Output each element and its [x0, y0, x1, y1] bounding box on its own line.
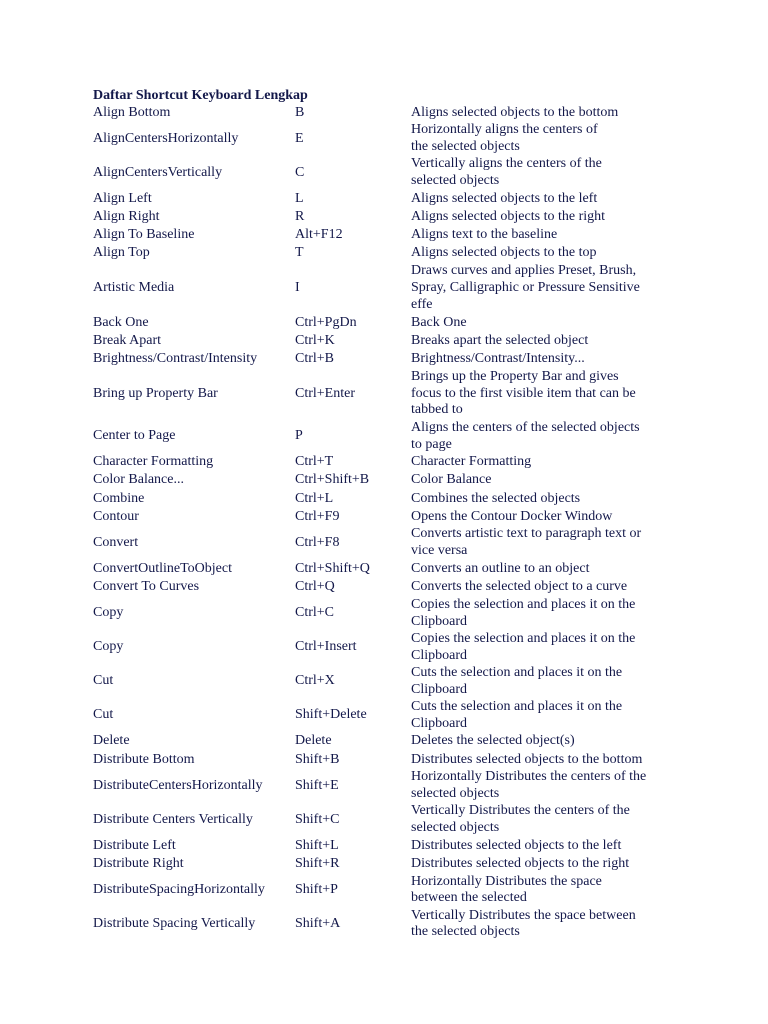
- table-row: [93, 560, 693, 578]
- shortcut-key: Shift+B: [295, 751, 340, 767]
- command-name: Copy: [93, 639, 124, 655]
- shortcut-key: Ctrl+F9: [295, 508, 340, 524]
- command-name: Align To Baseline: [93, 227, 195, 243]
- shortcut-key: Ctrl+PgDn: [295, 314, 357, 330]
- shortcut-key: L: [295, 190, 304, 206]
- command-description: Cuts the selection and places it on the Clipboard: [411, 664, 623, 697]
- command-description: Horizontally Distributes the centers of the selected objects: [411, 769, 647, 801]
- command-name: Center to Page: [93, 428, 176, 444]
- shortcut-key: Ctrl+C: [295, 605, 335, 621]
- shortcut-key: T: [295, 245, 304, 261]
- table-row: [93, 156, 693, 190]
- table-row: [93, 208, 693, 226]
- command-name: Distribute Spacing Vertically: [93, 915, 256, 931]
- shortcut-key: Ctrl+T: [295, 454, 334, 470]
- command-description: Brings up the Property Bar and gives focus to the first visible item that can be tabbed to: [411, 368, 636, 418]
- shortcut-key: Shift+Delete: [295, 707, 367, 723]
- shortcut-key: Ctrl+B: [295, 351, 335, 366]
- command-name: Distribute Bottom: [93, 751, 195, 767]
- command-name: ConvertOutlineToObject: [93, 560, 232, 576]
- command-description: Vertically Distributes the space between the selected objects: [411, 907, 636, 940]
- table-row: [93, 526, 693, 560]
- shortcut-key: Alt+F12: [295, 227, 343, 243]
- command-description: Converts the selected object to a curve: [411, 579, 628, 595]
- table-row: [93, 227, 693, 245]
- table-row: [93, 699, 693, 733]
- command-description: Distributes selected objects to the left: [411, 837, 622, 853]
- table-row: [93, 190, 693, 208]
- command-name: Cut: [93, 673, 114, 689]
- command-description: Cuts the selection and places it on the Clipboard: [411, 698, 623, 731]
- table-row: [93, 803, 693, 837]
- shortcut-key: Ctrl+Insert: [295, 639, 357, 655]
- table-row: [93, 508, 693, 526]
- shortcut-key: R: [295, 209, 305, 225]
- table-row: [93, 350, 693, 368]
- command-description: Distributes selected objects to the right: [411, 855, 630, 871]
- command-description: Aligns the centers of the selected objects to page: [411, 419, 640, 452]
- command-description: Draws curves and applies Preset, Brush, Spray, Calligraphic or Pressure Sensitive effe: [411, 263, 640, 312]
- command-name: Align Right: [93, 209, 160, 225]
- command-description: Horizontally Distributes the space between the selected: [411, 873, 602, 906]
- shortcut-table: [93, 104, 693, 941]
- command-name: AlignCentersHorizontally: [93, 130, 239, 146]
- command-description: Vertically aligns the centers of the selected objects: [411, 156, 602, 189]
- command-description: Back One: [411, 314, 467, 330]
- command-description: Color Balance: [411, 472, 492, 488]
- shortcut-key: Ctrl+X: [295, 673, 335, 689]
- command-name: Delete: [93, 733, 130, 749]
- command-description: Vertically Distributes the centers of the selected objects: [411, 803, 630, 835]
- table-row: [93, 907, 693, 941]
- command-name: Convert: [93, 534, 139, 550]
- command-description: Combines the selected objects: [411, 490, 581, 506]
- command-description: Character Formatting: [411, 454, 532, 470]
- shortcut-key: Shift+A: [295, 915, 341, 931]
- command-description: Opens the Contour Docker Window: [411, 508, 613, 524]
- table-row: [93, 314, 693, 332]
- table-row: [93, 490, 693, 508]
- shortcut-key: C: [295, 164, 305, 180]
- table-row: [93, 332, 693, 350]
- command-name: Align Bottom: [93, 104, 171, 120]
- command-description: Copies the selection and places it on the Clipboard: [411, 630, 636, 663]
- command-name: Distribute Right: [93, 855, 184, 871]
- command-name: Combine: [93, 490, 145, 506]
- table-row: [93, 472, 693, 490]
- shortcut-key: Delete: [295, 733, 332, 749]
- command-name: Character Formatting: [93, 454, 214, 470]
- command-name: Color Balance...: [93, 472, 184, 488]
- command-description: Aligns text to the baseline: [411, 227, 558, 243]
- table-row: [93, 751, 693, 769]
- table-row: [93, 665, 693, 699]
- command-description: Deletes the selected object(s): [411, 733, 575, 749]
- command-name: Back One: [93, 314, 149, 330]
- shortcut-key: Shift+P: [295, 881, 338, 897]
- table-row: [93, 855, 693, 873]
- command-name: Break Apart: [93, 332, 162, 348]
- table-row: [93, 769, 693, 803]
- table-row: [93, 631, 693, 665]
- command-name: Convert To Curves: [93, 579, 200, 595]
- command-name: Brightness/Contrast/Intensity: [93, 351, 258, 366]
- command-name: Distribute Left: [93, 837, 176, 853]
- shortcut-key: Ctrl+Enter: [295, 385, 355, 401]
- shortcut-key: E: [295, 130, 304, 146]
- shortcut-key: Shift+R: [295, 855, 340, 871]
- shortcut-key: Ctrl+Shift+Q: [295, 560, 370, 576]
- shortcut-key: Ctrl+F8: [295, 534, 340, 550]
- shortcut-key: Shift+C: [295, 811, 340, 827]
- table-row: [93, 122, 693, 156]
- shortcut-key: B: [295, 104, 305, 120]
- table-row: [93, 873, 693, 907]
- command-description: Converts artistic text to paragraph text or vice versa: [411, 526, 642, 559]
- shortcut-key: P: [295, 428, 303, 444]
- table-row: [93, 578, 693, 596]
- table-row: [93, 597, 693, 631]
- table-row: [93, 420, 693, 454]
- table-row: [93, 733, 693, 751]
- command-description: Aligns selected objects to the top: [411, 245, 597, 261]
- shortcut-key: I: [295, 280, 300, 296]
- table-row: [93, 837, 693, 855]
- command-description: Aligns selected objects to the left: [411, 190, 598, 206]
- command-description: Distributes selected objects to the bottom: [411, 751, 643, 767]
- shortcut-key: Ctrl+L: [295, 490, 334, 506]
- table-row: [93, 104, 693, 122]
- command-description: Aligns selected objects to the right: [411, 209, 606, 225]
- command-name: Align Left: [93, 190, 152, 206]
- page-title: Daftar Shortcut Keyboard Lengkap: [93, 88, 308, 103]
- command-name: DistributeSpacingHorizontally: [93, 881, 265, 897]
- command-description: Brightness/Contrast/Intensity...: [411, 351, 585, 366]
- shortcut-key: Ctrl+K: [295, 332, 335, 348]
- shortcut-key: Ctrl+Shift+B: [295, 472, 370, 488]
- table-row: [93, 245, 693, 263]
- command-name: Contour: [93, 508, 139, 524]
- command-name: DistributeCentersHorizontally: [93, 777, 263, 793]
- command-name: Cut: [93, 707, 114, 723]
- command-name: Distribute Centers Vertically: [93, 811, 253, 827]
- command-description: Aligns selected objects to the bottom: [411, 104, 619, 120]
- command-description: Converts an outline to an object: [411, 560, 590, 576]
- command-name: AlignCentersVertically: [93, 164, 223, 180]
- table-row: [93, 369, 693, 420]
- command-name: Copy: [93, 605, 124, 621]
- command-description: Breaks apart the selected object: [411, 332, 589, 348]
- command-description: Copies the selection and places it on the Clipboard: [411, 596, 636, 629]
- shortcut-key: Shift+E: [295, 777, 339, 793]
- table-row: [93, 263, 693, 314]
- command-name: Bring up Property Bar: [93, 385, 218, 401]
- shortcut-key: Ctrl+Q: [295, 579, 335, 595]
- table-row: [93, 454, 693, 472]
- command-description: Horizontally aligns the centers of the selected objects: [411, 122, 598, 155]
- command-name: Align Top: [93, 245, 150, 261]
- command-name: Artistic Media: [93, 280, 175, 296]
- shortcut-key: Shift+L: [295, 837, 339, 853]
